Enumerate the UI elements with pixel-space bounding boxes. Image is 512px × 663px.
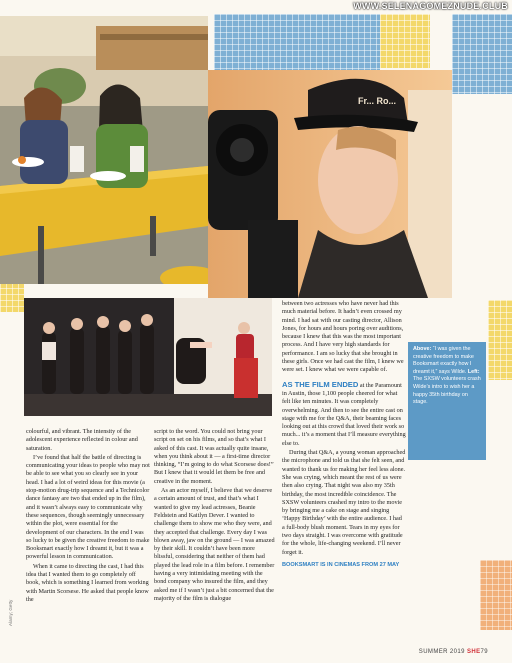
- director-illustration: [208, 70, 452, 298]
- photo-stage-cast: [24, 298, 272, 416]
- photo-director-camera: [208, 70, 452, 298]
- paragraph: I’ve found that half the battle of directing is communicating your ideas to people who may not be able to see what you so clearly see in your head. I had a lot of weird ideas for this movie (a stop-motion drug-trip sequence and a Technicolor dance fantasy are two that ended up in the film), and it wasn’t always easy to communicate why these sequences, though seemingly unnecessary within the plot, were essential for the development of our characters. In the end I was so lucky to be given the creative freedom to make Booksmart exactly how I dreamt it, but it was a powerful lesson in communication.: [26, 453, 150, 561]
- caption-left-text: The SXSW volunteers crash Wilde’s intro to wish her a happy 35th birthday on stage.: [413, 376, 481, 406]
- paragraph: colourful, and vibrant. The intensity of the adolescent experience reflected in colour and saturation.: [26, 428, 138, 452]
- page-footer: [419, 649, 488, 655]
- footer-brand: SHE: [466, 649, 481, 655]
- paragraph: During that Q&A, a young woman approached the microphone and told us that she felt seen, and wanted to thank us for making her feel less alone. She was crying, which meant the rest of us were then also crying. That night was also my 35th birthday, the most incredible coincidence. The SXSW volunteers crashed my intro to the movie by bringing me a cake on stage and singing ‘Happy Birthday’ with the entire audience. I had a full-body blush moment. Tears in my eyes for two days straight. I was overcome with gratitude for the whole, life-changing weekend. I’ll never forget it.: [282, 449, 406, 556]
- grid-paper-orange-bottom: [480, 560, 512, 630]
- caption-text: [413, 346, 481, 407]
- caption-above-text: “I was given the creative freedom to make Booksmart exactly how I dreamt it,” says Wilde.: [413, 346, 474, 375]
- article-column-middle: [154, 428, 276, 604]
- article-column-left: [26, 428, 150, 605]
- subhead-paragraph: [282, 381, 406, 448]
- photo-credit: Alamy; Getty: [8, 599, 13, 626]
- article-column-right: [282, 300, 406, 570]
- caption-above-lead: Above:: [413, 346, 432, 352]
- grid-paper-blue-top: [214, 14, 380, 70]
- stage-illustration: [24, 298, 272, 416]
- caption-left-lead: Left:: [467, 368, 480, 375]
- cap-logo-text: Fr... Ro...: [358, 96, 397, 106]
- grid-paper-blue-right: [452, 14, 512, 94]
- grid-paper-yellow-top: [380, 14, 430, 68]
- footer-page: 79: [480, 649, 488, 655]
- subhead-rest: at the Paramount in Austin, those 1,100 people cheered for what felt like ten minutes. It was completely overwhelming. And then to see the entire cast on stage with me for the Q&A, their beaming faces looking out at this crowd that loved their work so much... it’s a moment that I’ll measure everything else to.: [282, 381, 406, 447]
- cafeteria-illustration: [0, 16, 208, 284]
- photo-cafeteria: [0, 16, 208, 284]
- grid-paper-yellow-right: [488, 300, 512, 380]
- paragraph: script to the word. You could not bring your script on set on his films, and so that’s what I asked of this cast. It was actually quite insane, when you think about it — a first-time director thinking, “I’m going to do what Scorsese does!” But I knew that it would let them be free and creative in the moment.: [154, 428, 274, 485]
- watermark: WWW.SELENAGOMEZNUDE.CLUB: [353, 1, 508, 11]
- paragraph: between two actresses who have never had this much material before. It hadn’t even crossed my mind. I had sat with our casting director, Allison Jones, for hours and hours poring over auditions, because I knew that this was the most important process. And I have very high standards for performance. I am so lucky that she brought in these girls. Once we had cast the film, I knew we were set. I knew what we were capable of.: [282, 300, 404, 374]
- subhead: AS THE FILM ENDED: [282, 379, 359, 389]
- release-note: BOOKSMART IS IN CINEMAS FROM 27 MAY: [282, 561, 400, 568]
- paragraph: When it came to directing the cast, I had this idea that I wanted them to go completely off book, which is something I learned from working with Martin Scorsese. He asked that people know the: [26, 562, 149, 603]
- footer-issue: SUMMER 2019: [418, 649, 465, 655]
- caption-box: [408, 342, 486, 460]
- paragraph: As an actor myself, I believe that we deserve a certain amount of trust, and that’s what I wanted to give my lead actresses, Beanie Feldstein and Kaitlyn Dever. I wanted to challenge them to show me who they were, and they accepted that challenge. Every day I was blown away, jaw on the ground — I was amazed by their skill. It couldn’t have been more blissful, considering that neither of them had played the lead role in a film before. I remember having a very intimidating meeting with the bond company who insured the film, and they asked me if I wasn’t just a bit concerned that the majority of the film is dialogue: [154, 487, 275, 602]
